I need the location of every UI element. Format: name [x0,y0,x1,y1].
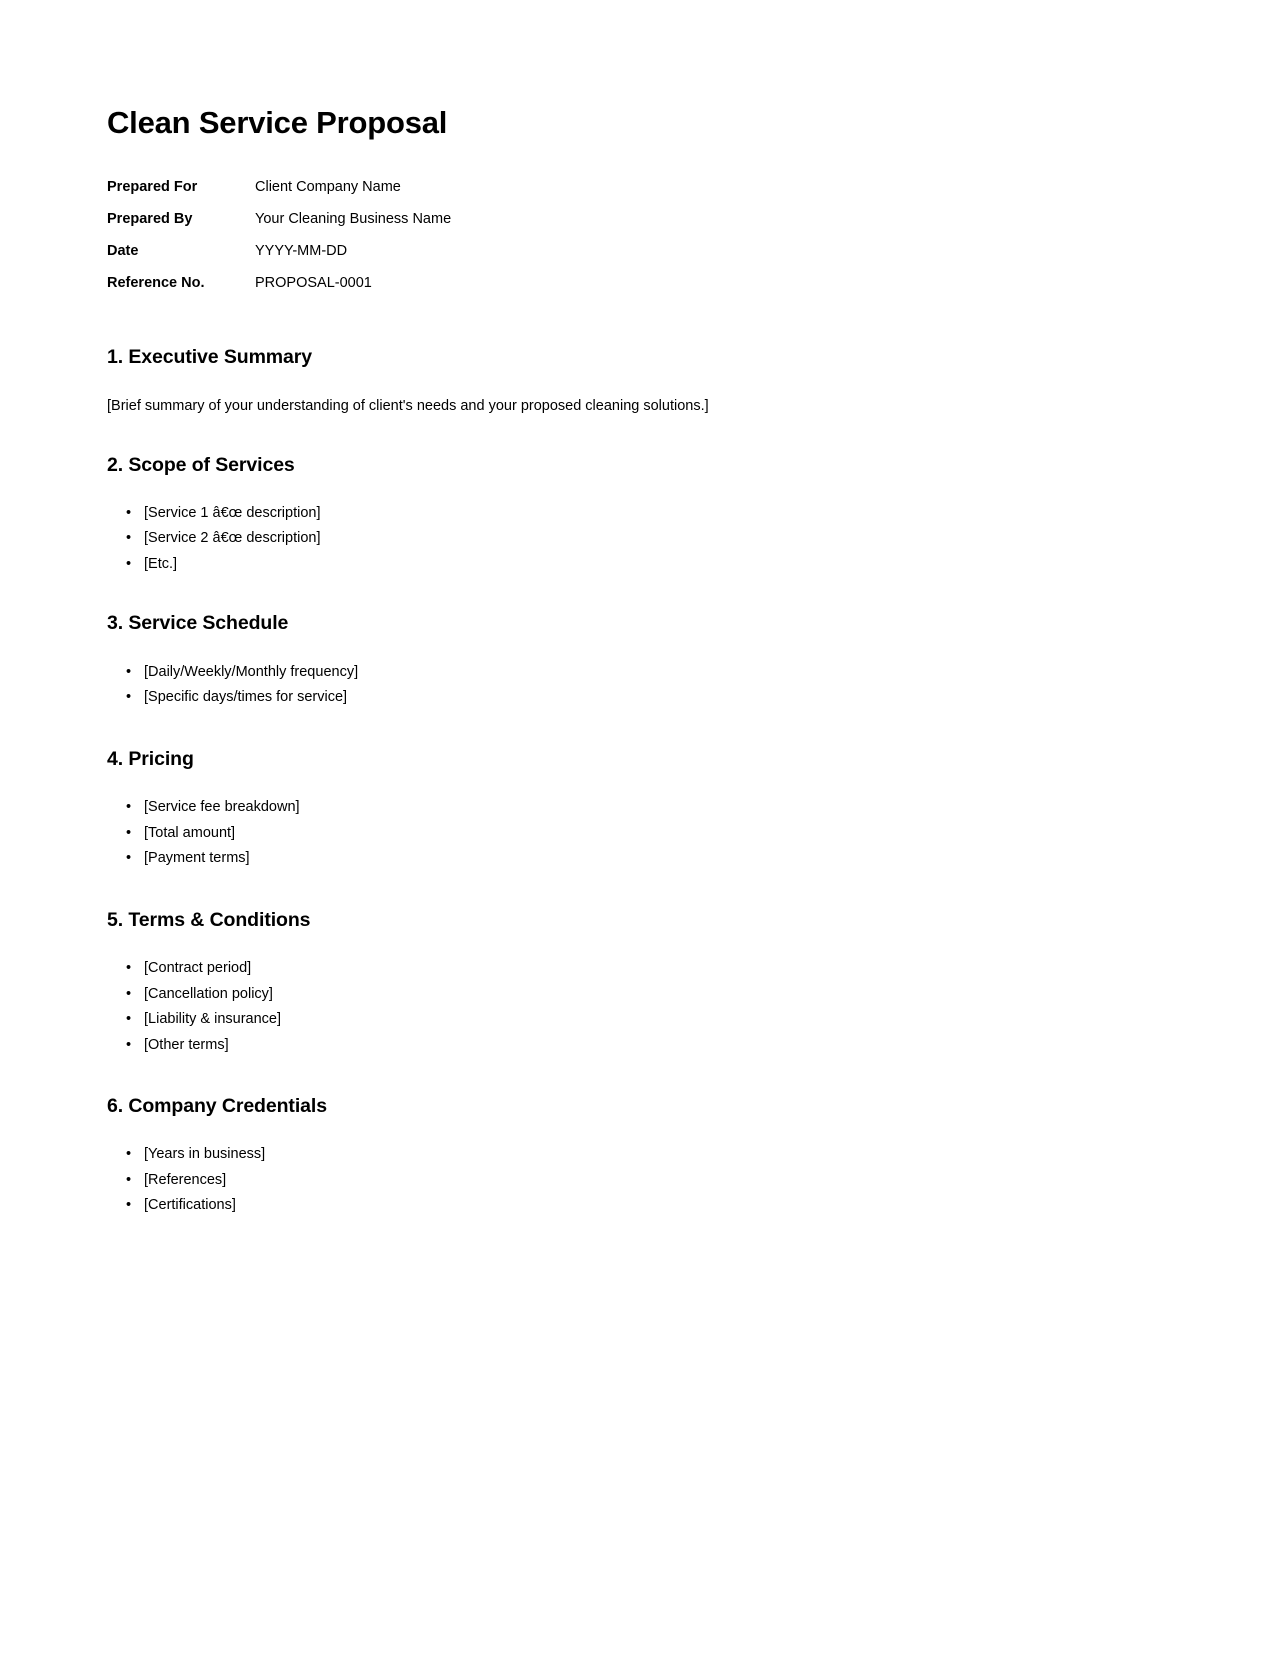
meta-value-date: YYYY-MM-DD [255,243,348,260]
section-heading-scope-of-services: 2. Scope of Services [107,453,295,476]
meta-label-prepared-by: Prepared By [107,211,193,228]
section-scope-of-services [107,453,1107,578]
list-item: • [Service fee breakdown] [144,795,1107,821]
section-heading-executive-summary: 1. Executive Summary [107,346,313,369]
meta-label-reference-no: Reference No. [107,275,205,292]
list-item: • [Specific days/times for service] [144,685,1107,711]
bullet-list-terms-and-conditions [107,956,1107,1058]
bullet-list-company-credentials [107,1142,1107,1219]
list-item: • [References] [144,1168,1107,1194]
table-row [107,171,747,203]
list-item: • [Contract period] [144,956,1107,982]
list-item: • [Years in business] [144,1142,1107,1168]
section-executive-summary [107,345,1107,416]
list-item: • [Total amount] [144,821,1107,847]
bullet-list-service-schedule [107,660,1107,711]
list-item: • [Liability & insurance] [144,1007,1107,1033]
proposal-metadata-table [107,171,747,299]
meta-label-prepared-for: Prepared For [107,179,198,196]
document-body [107,104,1107,1219]
section-company-credentials [107,1094,1107,1219]
list-item: • [Daily/Weekly/Monthly frequency] [144,660,1107,686]
table-row [107,203,747,235]
list-item: • [Etc.] [144,552,1107,578]
bullet-list-pricing [107,795,1107,872]
meta-label-date: Date [107,243,139,260]
meta-value-prepared-by: Your Cleaning Business Name [255,211,452,228]
meta-value-prepared-for: Client Company Name [255,179,401,196]
section-paragraph-executive-summary: [Brief summary of your understanding of client's needs and your proposed cleaning solutions.] [107,397,709,414]
list-item: • [Payment terms] [144,846,1107,872]
table-row [107,267,747,299]
section-heading-pricing: 4. Pricing [107,747,194,770]
list-item: • [Service 1 â€œ description] [144,501,1107,527]
bullet-list-scope-of-services [107,501,1107,578]
list-item: • [Certifications] [144,1193,1107,1219]
table-row [107,235,747,267]
section-service-schedule [107,611,1107,710]
section-heading-terms-and-conditions: 5. Terms & Conditions [107,908,311,931]
section-terms-and-conditions [107,908,1107,1058]
meta-value-reference-no: PROPOSAL-0001 [255,275,372,292]
list-item: • [Service 2 â€œ description] [144,526,1107,552]
section-pricing [107,747,1107,872]
list-item: • [Cancellation policy] [144,982,1107,1008]
page-title: Clean Service Proposal [107,105,448,140]
list-item: • [Other terms] [144,1033,1107,1059]
section-heading-company-credentials: 6. Company Credentials [107,1095,327,1118]
section-heading-service-schedule: 3. Service Schedule [107,612,289,635]
